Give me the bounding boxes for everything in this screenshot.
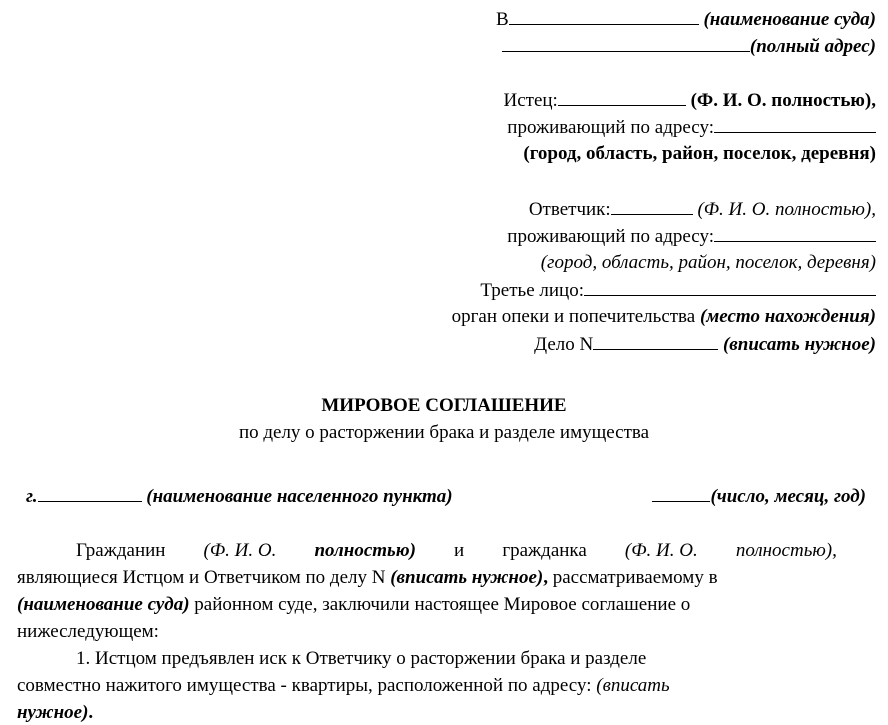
text: рассматриваемому в — [552, 567, 718, 588]
hint-bold: (наименование суда) — [17, 594, 190, 615]
third-party-line — [480, 280, 876, 300]
body-line-1 — [76, 541, 875, 560]
defendant-location-hint: (город, область, район, поселок, деревня) — [540, 252, 876, 273]
defendant-residence: проживающий по адресу: — [507, 226, 714, 247]
guardianship-hint: (место нахождения) — [699, 306, 876, 327]
plaintiff-hint: (Ф. И. О. полностью), — [690, 90, 876, 111]
court-hint: (наименование суда) — [703, 9, 876, 30]
city-blank — [38, 486, 142, 502]
place-line — [26, 486, 453, 506]
text: являющиеся Истцом и Ответчиком по делу N — [17, 567, 386, 588]
defendant-residence-blank — [714, 226, 876, 242]
defendant-line — [529, 199, 876, 219]
text: и — [454, 540, 465, 561]
court-address-line — [502, 36, 876, 56]
text: совместно нажитого имущества - квартиры, расположенной по адресу: — [17, 675, 592, 696]
court-line — [496, 9, 876, 29]
plaintiff-residence-line — [507, 117, 876, 137]
court-blank — [509, 9, 699, 25]
body-line-4 — [17, 622, 159, 641]
plaintiff-location-line — [523, 144, 876, 163]
address-hint: (полный адрес) — [749, 36, 876, 57]
hint-italic: (Ф. И. О. — [624, 540, 698, 561]
hint-italic: (вписать — [596, 675, 670, 696]
defendant-label: Ответчик: — [528, 199, 611, 220]
case-blank — [593, 334, 718, 350]
defendant-hint: (Ф. И. О. полностью), — [697, 199, 876, 220]
hint-italic: (Ф. И. О. — [203, 540, 277, 561]
text: Гражданин — [76, 540, 166, 561]
date-line — [652, 486, 866, 506]
city-prefix: г. — [26, 486, 38, 507]
case-line — [534, 334, 876, 354]
plaintiff-location-hint: (город, область, район, поселок, деревня) — [523, 143, 876, 164]
document-subtitle: по делу о расторжении брака и разделе имущества — [238, 422, 650, 443]
case-hint: (вписать нужное) — [722, 334, 876, 355]
hint-italic: полностью), — [735, 540, 837, 561]
city-hint: (наименование населенного пункта) — [146, 486, 453, 507]
hint-bold: нужное) — [17, 702, 89, 723]
hint-bold: полностью) — [314, 540, 416, 561]
case-label: Дело N — [534, 334, 594, 355]
third-party-label: Третье лицо: — [480, 280, 584, 301]
body-line-5 — [76, 649, 646, 668]
defendant-blank — [611, 199, 693, 215]
body-line-2 — [17, 568, 718, 587]
plaintiff-label: Истец: — [503, 90, 558, 111]
defendant-residence-line — [507, 226, 876, 246]
body-line-6 — [17, 676, 670, 695]
plaintiff-line — [503, 90, 876, 110]
defendant-location-line — [541, 253, 876, 272]
text: 1. Истцом предъявлен иск к Ответчику о расторжении брака и разделе — [76, 648, 647, 669]
body-line-3 — [17, 595, 690, 614]
third-party-blank — [584, 280, 876, 296]
body-line-7 — [17, 703, 93, 722]
court-prefix: В — [496, 9, 509, 30]
text: . — [88, 702, 94, 723]
document-title: МИРОВОЕ СОГЛАШЕНИЕ — [321, 395, 567, 416]
plaintiff-blank — [558, 90, 686, 106]
guardianship-text: орган опеки и попечительства — [451, 306, 696, 327]
text: , — [543, 567, 548, 588]
address-blank — [502, 36, 750, 52]
plaintiff-residence-blank — [714, 117, 876, 133]
guardianship-line — [452, 307, 876, 326]
date-blank — [652, 486, 710, 502]
text: районном суде, заключили настоящее Мировое соглашение о — [194, 594, 691, 615]
date-hint: (число, месяц, год) — [710, 486, 866, 507]
hint-bold: (вписать нужное) — [390, 567, 544, 588]
text: нижеследующем: — [17, 621, 159, 642]
plaintiff-residence: проживающий по адресу: — [507, 117, 714, 138]
text: гражданка — [502, 540, 587, 561]
